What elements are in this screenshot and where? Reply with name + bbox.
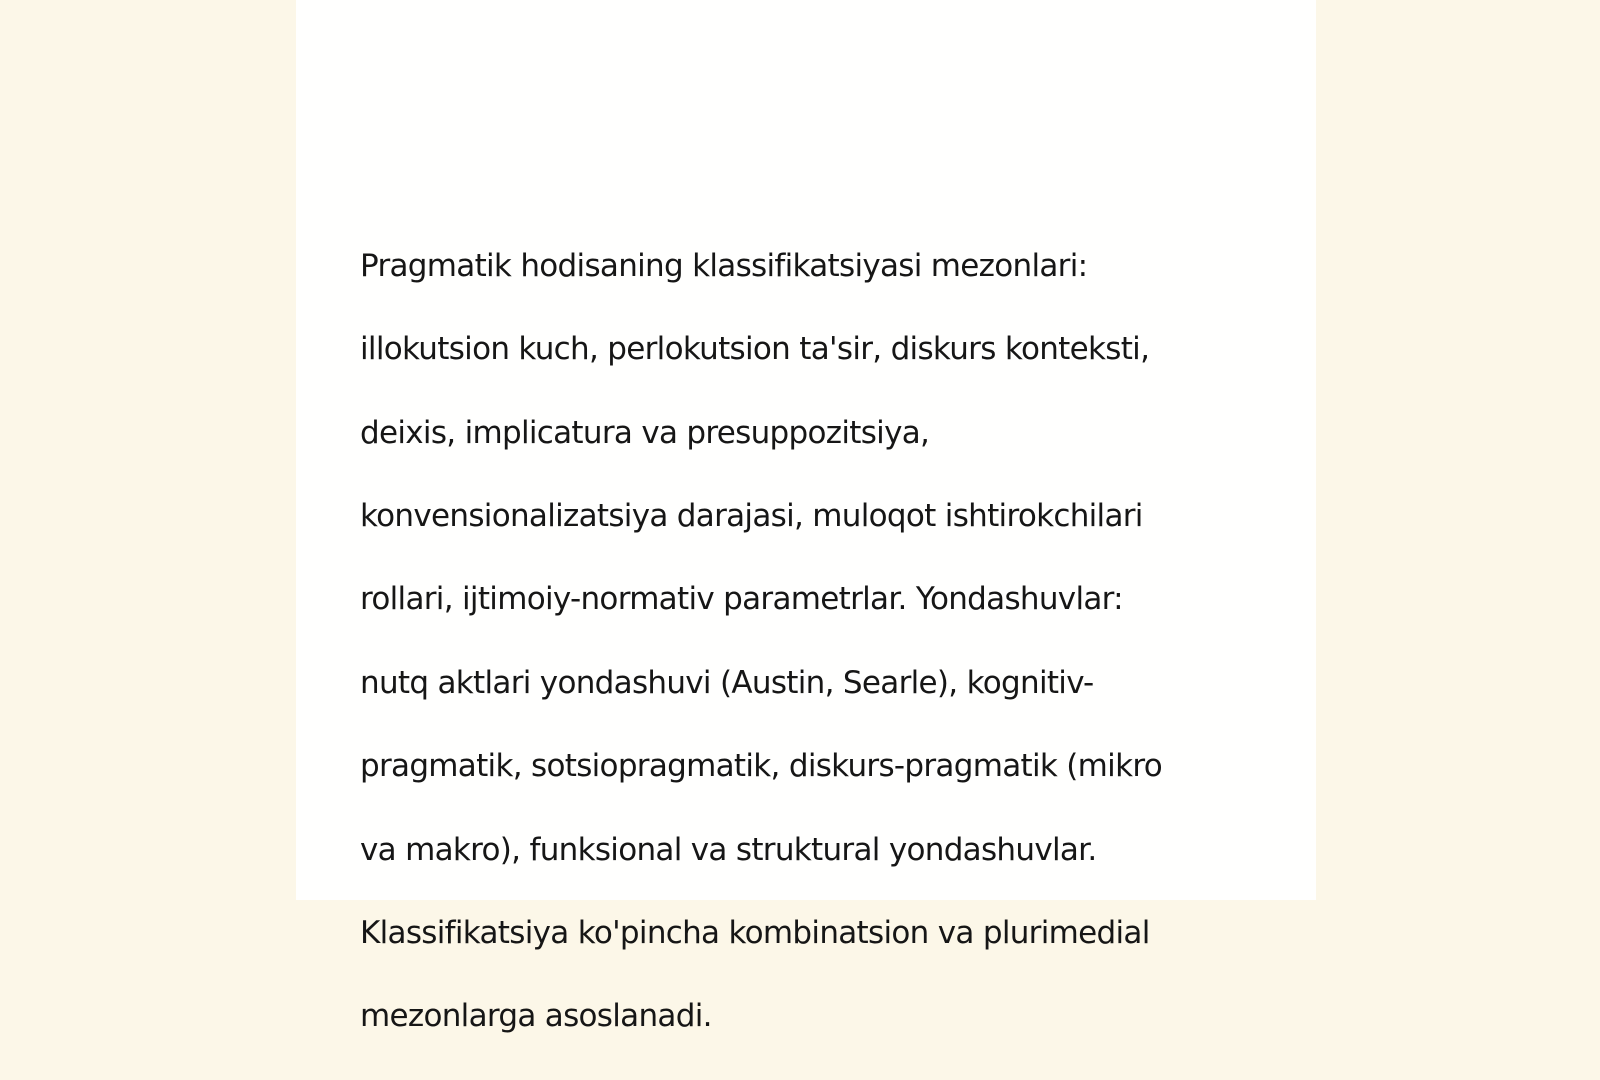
body-line: Klassifikatsiya ko'pincha kombinatsion va plurimedial — [360, 914, 1150, 951]
slide-page — [296, 0, 1316, 1035]
slide-body-text — [360, 204, 1260, 1080]
body-line: rollari, ijtimoiy-normativ parametrlar. Yondashuvlar: — [360, 581, 1123, 618]
body-line: illokutsion kuch, perlokutsion ta'sir, diskurs konteksti, — [360, 331, 1150, 368]
body-line: pragmatik, sotsiopragmatik, diskurs-pragmatik (mikro — [360, 748, 1162, 785]
body-line: Pragmatik hodisaning klassifikatsiyasi mezonlari: — [360, 247, 1088, 284]
body-line: mezonlarga asoslanadi. — [360, 998, 712, 1035]
body-line: deixis, implicatura va presuppozitsiya, — [360, 414, 930, 451]
body-line: nutq aktlari yondashuvi (Austin, Searle), kognitiv- — [360, 664, 1094, 701]
body-line: va makro), funksional va struktural yondashuvlar. — [360, 831, 1097, 868]
body-line: konvensionalizatsiya darajasi, muloqot ishtirokchilari — [360, 497, 1143, 534]
